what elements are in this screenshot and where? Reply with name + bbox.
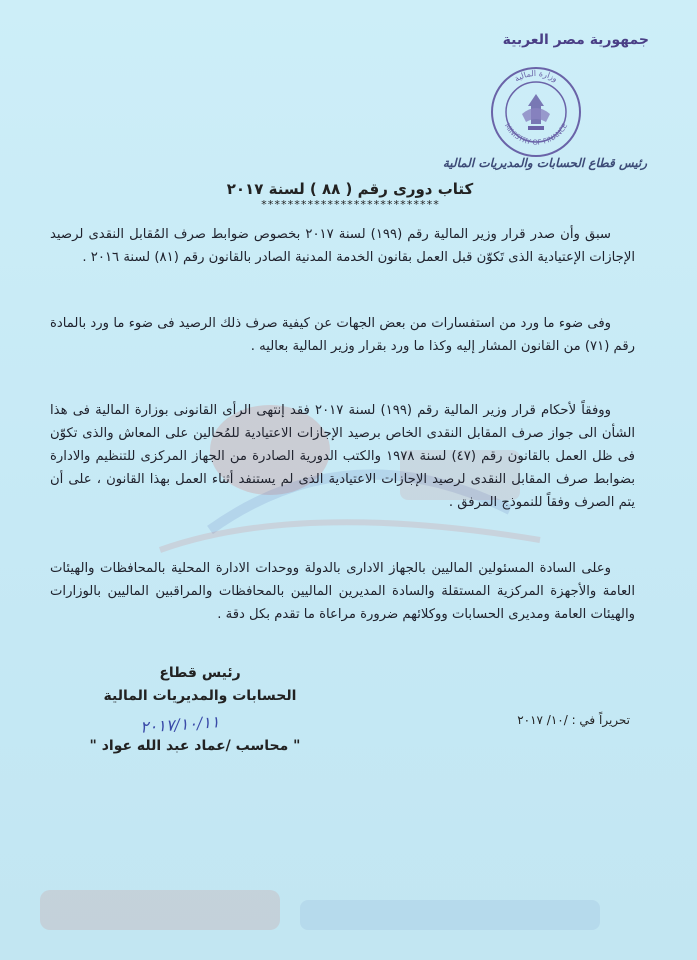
paragraph-2 (50, 312, 635, 358)
paragraph-1-text: سبق وأن صدر قرار وزير المالية رقم (١٩٩) لسنة ٢٠١٧ بخصوص ضوابط صرف المُقابل النقدى لرصيد الإجازات الإعتيادية الذى تَكوّن قبل العمل بقانون الخدمة المدنية الصادر بالقانون رقم (٨١) لسنة ٢٠١٦ . (50, 227, 635, 265)
document-title: كتاب دورى رقم ( ٨٨ ) لسنة ٢٠١٧ (226, 180, 474, 198)
office-name: رئيس قطاع الحسابات والمديريات المالية (442, 156, 647, 170)
paragraph-3-text: ووفقاً لأحكام قرار وزير المالية رقم (١٩٩) لسنة ٢٠١٧ فقد إنتهى الرأى القانونى بوزارة المالية فى هذا الشأن الى جواز صرف المقابل النقدى الخاص برصيد الإجازات الاعتيادية للمُحالين على المعاش والذى تكوّن فى ظل العمل بالقانون رقم (٤٧) لسنة ١٩٧٨ والكتب الدورية الصادرة من الجهاز المركزى للتنظيم والادارة بضوابط صرف المقابل النقدى لرصيد الإجازات الاعتيادية الذى لم يستنفد أثناء العمل بهذا القانون ، على أن يتم الصرف وفقاً للنموذج المرفق . (50, 403, 635, 510)
signatory-name: " محاسب /عماد عبد الله عواد " (89, 738, 301, 754)
paragraph-4 (50, 557, 635, 626)
title-separator: *************************** (260, 198, 440, 211)
handwritten-signature: ٢٠١٧/١٠/١١ (139, 712, 221, 737)
signatory-title (100, 662, 300, 708)
svg-text:MINISTRY OF FINANCE (503, 122, 569, 147)
signatory-title-line1: رئيس قطاع (159, 665, 241, 681)
seal-arabic-text: وزارة المالية (512, 68, 560, 84)
issue-date: تحريراً في : /١٠/ ٢٠١٧ (517, 713, 630, 727)
paragraph-2-text: وفى ضوء ما ورد من استفسارات من بعض الجهات عن كيفية صرف ذلك الرصيد فى ضوء ما ورد بالمادة رقم (٧١) من القانون المشار إليه وكذا ما ورد بقرار وزير المالية بعاليه . (50, 316, 635, 354)
ministry-seal-icon (486, 62, 586, 162)
paragraph-3 (50, 399, 635, 514)
watermark-bottom (0, 880, 697, 960)
signatory-title-line2: الحسابات والمديريات المالية (103, 688, 297, 704)
seal-english-text: MINISTRY OF FINANCE (502, 122, 570, 147)
country-name: جمهورية مصر العربية (502, 32, 649, 48)
paragraph-1 (50, 223, 635, 269)
paragraph-4-text: وعلى السادة المسئولين الماليين بالجهاز الادارى بالدولة ووحدات الادارة المحلية بالمحافظات والهيئات العامة والأجهزة المركزية المستقلة والسادة المديرين الماليين بالمحافظات والمراقبين الماليين بالوزارات والهيئات العامة ومديرى الحسابات ووكلائهم ضرورة مراعاة ما تقدم بكل دقة . (50, 561, 635, 622)
